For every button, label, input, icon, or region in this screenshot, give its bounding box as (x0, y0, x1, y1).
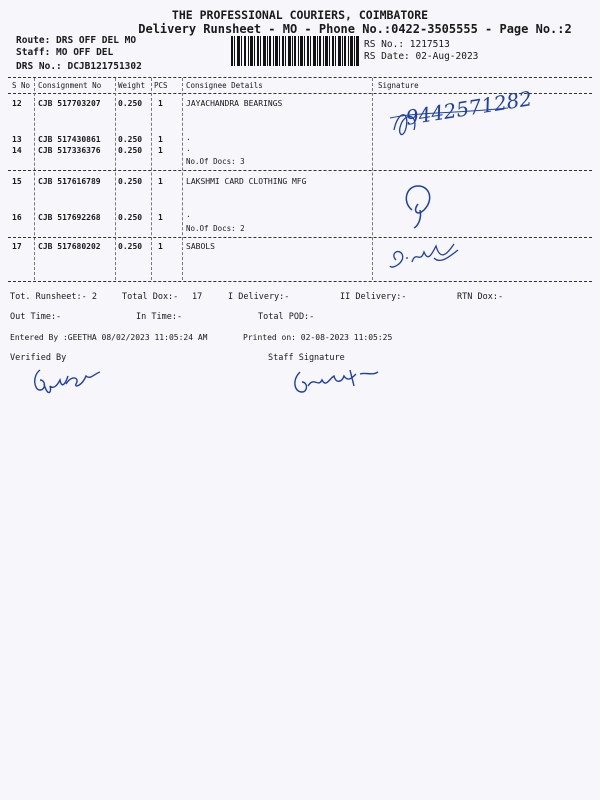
col-divider (34, 78, 35, 280)
table-row-consignment: CJB 517692268 (38, 213, 101, 222)
col-divider (151, 78, 152, 280)
total-runsheet: Tot. Runsheet:- 2 (10, 292, 97, 302)
table-top-rule (8, 77, 592, 78)
docs-count: No.Of Docs: 3 (186, 157, 245, 166)
staff-label: Staff: MO OFF DEL (16, 47, 114, 58)
printed-on: Printed on: 02-08-2023 11:05:25 (243, 333, 393, 342)
table-row-consignment: CJB 517703207 (38, 99, 101, 108)
table-row-pcs: 1 (158, 146, 163, 155)
col-header-consignment: Consignment No (38, 81, 102, 90)
table-row-weight: 0.250 (118, 99, 143, 108)
table-row-sno: 17 (12, 242, 22, 251)
table-row-sno: 15 (12, 177, 22, 186)
staff-signature (292, 362, 392, 402)
barcode-image (231, 36, 359, 66)
table-row-consignment: CJB 517616789 (38, 177, 101, 186)
col-header-weight: Weight (118, 81, 146, 90)
table-row-sno: 12 (12, 99, 22, 108)
col-header-consignee: Consignee Details (186, 81, 263, 90)
table-row-weight: 0.250 (118, 135, 143, 144)
table-row-sno: 14 (12, 146, 22, 155)
col-divider (182, 78, 183, 280)
staff-signature-label: Staff Signature (268, 353, 345, 363)
table-bottom-rule (8, 281, 592, 282)
table-row-consignee: . (186, 210, 191, 219)
table-row-consignee: SABOLS (186, 242, 215, 251)
table-row-consignee: . (186, 144, 191, 153)
table-row-pcs: 1 (158, 242, 163, 251)
total-dox-value: 17 (192, 292, 203, 302)
table-row-sno: 16 (12, 213, 22, 222)
table-row-sno: 13 (12, 135, 22, 144)
table-row-pcs: 1 (158, 135, 163, 144)
verified-by-signature (30, 362, 120, 402)
table-row-weight: 0.250 (118, 146, 143, 155)
i-delivery: I Delivery:- (228, 292, 290, 302)
drs-number: DRS No.: DCJB121751302 (16, 61, 142, 72)
out-time: Out Time:- (10, 312, 62, 322)
total-pod: Total POD:- (258, 312, 315, 322)
rs-number: RS No.: 1217513 (364, 39, 450, 50)
table-row-consignment: CJB 517680202 (38, 242, 101, 251)
rs-date: RS Date: 02-Aug-2023 (364, 51, 479, 62)
table-row-weight: 0.250 (118, 213, 143, 222)
route-label: Route: DRS OFF DEL MO (16, 35, 137, 46)
table-row-weight: 0.250 (118, 242, 143, 251)
signature-row-17 (388, 236, 468, 280)
table-row-consignee: . (186, 133, 191, 142)
table-row-consignee: LAKSHMI CARD CLOTHING MFG (186, 177, 307, 186)
table-row-consignment: CJB 517336376 (38, 146, 101, 155)
rtn-dox: RTN Dox:- (457, 292, 504, 302)
signature-row-15 (400, 180, 440, 230)
col-divider (372, 78, 373, 280)
table-row-consignment: CJB 517430861 (38, 135, 101, 144)
runsheet-title: Delivery Runsheet - MO - Phone No.:0422-3505555 - Page No.:2 (138, 22, 572, 36)
col-header-signature: Signature (378, 81, 419, 90)
table-row-pcs: 1 (158, 177, 163, 186)
docs-count: No.Of Docs: 2 (186, 224, 245, 233)
in-time: In Time:- (136, 312, 183, 322)
table-row-pcs: 1 (158, 99, 163, 108)
row-rule (8, 237, 592, 238)
company-name: THE PROFESSIONAL COURIERS, COIMBATORE (171, 8, 429, 22)
table-row-consignee: JAYACHANDRA BEARINGS (186, 99, 283, 108)
ii-delivery: II Delivery:- (340, 292, 407, 302)
handwritten-phone-number: 9442571282 (404, 86, 534, 130)
table-row-weight: 0.250 (118, 177, 143, 186)
row-rule (8, 170, 592, 171)
table-row-pcs: 1 (158, 213, 163, 222)
col-header-sno: S No (12, 81, 31, 90)
entered-by: Entered By :GEETHA 08/02/2023 11:05:24 AM (10, 333, 208, 342)
col-header-pcs: PCS (154, 81, 168, 90)
total-dox-label: Total Dox:- (122, 292, 179, 302)
verified-by-label: Verified By (10, 353, 67, 363)
col-divider (115, 78, 116, 280)
